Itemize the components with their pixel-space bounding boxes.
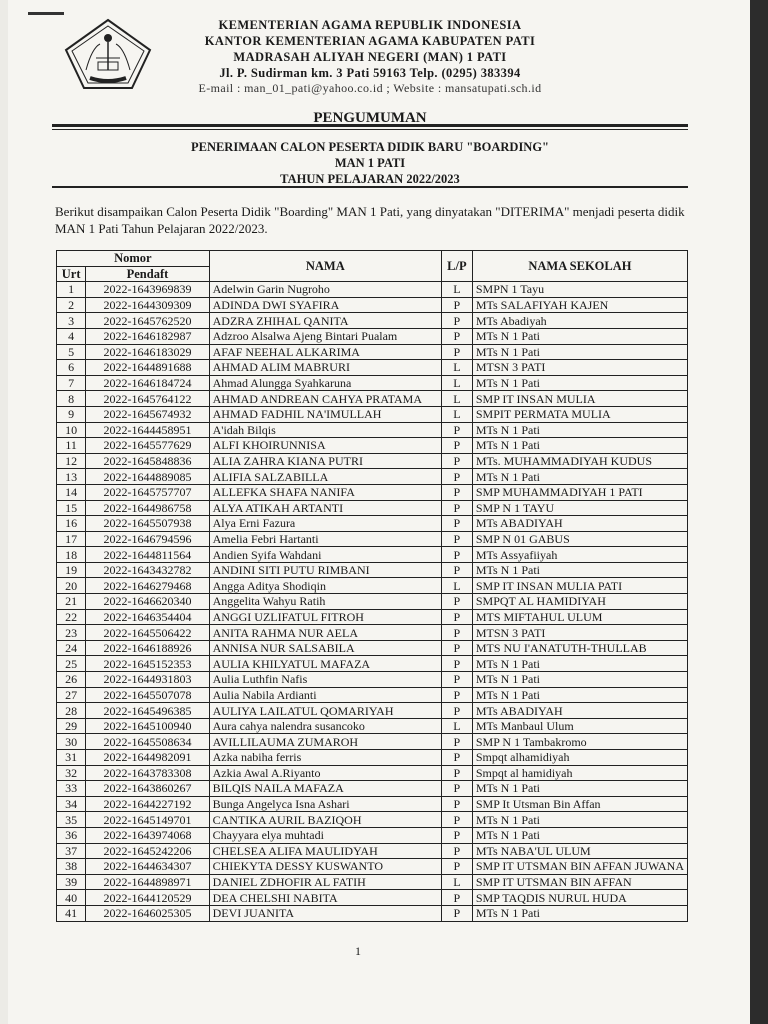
registration-number: 2022-1646620340 <box>86 594 209 610</box>
registration-number: 2022-1645242206 <box>86 843 209 859</box>
student-name: AFAF NEEHAL ALKARIMA <box>209 344 441 360</box>
origin-school: MTS MIFTAHUL ULUM <box>472 609 687 625</box>
gender: P <box>441 734 472 750</box>
registration-number: 2022-1645149701 <box>86 812 209 828</box>
gender: P <box>441 781 472 797</box>
origin-school: MTs N 1 Pati <box>472 687 687 703</box>
registration-number: 2022-1644986758 <box>86 500 209 516</box>
student-name: Amelia Febri Hartanti <box>209 531 441 547</box>
registration-number: 2022-1644931803 <box>86 672 209 688</box>
gender: P <box>441 672 472 688</box>
registration-number: 2022-1644309309 <box>86 297 209 313</box>
registration-number: 2022-1645764122 <box>86 391 209 407</box>
accepted-students-table <box>56 250 688 922</box>
pen-mark <box>28 12 64 15</box>
origin-school: MTs N 1 Pati <box>472 422 687 438</box>
announcement-line-2: MAN 1 PATI <box>334 156 406 170</box>
gender: P <box>441 843 472 859</box>
table-row <box>57 750 688 766</box>
row-number: 22 <box>57 609 86 625</box>
table-row <box>57 640 688 656</box>
gender: L <box>441 282 472 298</box>
origin-school: MTs N 1 Pati <box>472 656 687 672</box>
origin-school: Smpqt alhamidiyah <box>472 750 687 766</box>
table-row <box>57 422 688 438</box>
origin-school: SMP TAQDIS NURUL HUDA <box>472 890 687 906</box>
registration-number: 2022-1645577629 <box>86 438 209 454</box>
school-address: Jl. P. Sudirman km. 3 Pati 59163 Telp. (0295) 383394 <box>219 66 521 80</box>
gender: P <box>441 765 472 781</box>
table-row <box>57 531 688 547</box>
origin-school: MTs N 1 Pati <box>472 328 687 344</box>
registration-number: 2022-1646279468 <box>86 578 209 594</box>
table-row <box>57 297 688 313</box>
student-name: ANITA RAHMA NUR AELA <box>209 625 441 641</box>
gender: P <box>441 640 472 656</box>
row-number: 29 <box>57 718 86 734</box>
col-header-lp: L/P <box>441 251 472 282</box>
table-row <box>57 328 688 344</box>
row-number: 36 <box>57 827 86 843</box>
row-number: 31 <box>57 750 86 766</box>
student-name: Azka nabiha ferris <box>209 750 441 766</box>
student-name: Azkia Awal A.Riyanto <box>209 765 441 781</box>
origin-school: SMP IT UTSMAN BIN AFFAN JUWANA <box>472 859 687 875</box>
ministry-logo <box>62 18 154 90</box>
row-number: 34 <box>57 796 86 812</box>
ministry-name: KEMENTERIAN AGAMA REPUBLIK INDONESIA <box>218 18 522 32</box>
gender: P <box>441 687 472 703</box>
table-row <box>57 625 688 641</box>
row-number: 33 <box>57 781 86 797</box>
registration-number: 2022-1645152353 <box>86 656 209 672</box>
student-name: Bunga Angelyca Isna Ashari <box>209 796 441 812</box>
student-name: Angga Aditya Shodiqin <box>209 578 441 594</box>
gender: P <box>441 609 472 625</box>
registration-number: 2022-1643783308 <box>86 765 209 781</box>
student-name: DEA CHELSHI NABITA <box>209 890 441 906</box>
gender: P <box>441 344 472 360</box>
origin-school: SMP N 1 Tambakromo <box>472 734 687 750</box>
gender: P <box>441 328 472 344</box>
registration-number: 2022-1646794596 <box>86 531 209 547</box>
student-name: AULIA KHILYATUL MAFAZA <box>209 656 441 672</box>
table-row <box>57 438 688 454</box>
table-row <box>57 672 688 688</box>
registration-number: 2022-1645100940 <box>86 718 209 734</box>
school-name: MADRASAH ALIYAH NEGERI (MAN) 1 PATI <box>233 50 507 64</box>
registration-number: 2022-1645507938 <box>86 516 209 532</box>
row-number: 30 <box>57 734 86 750</box>
gender: P <box>441 453 472 469</box>
divider-thin <box>52 129 688 130</box>
origin-school: MTS NU I'ANATUTH-THULLAB <box>472 640 687 656</box>
table-row <box>57 812 688 828</box>
registration-number: 2022-1646025305 <box>86 905 209 921</box>
student-name: ALIA ZAHRA KIANA PUTRI <box>209 453 441 469</box>
registration-number: 2022-1643432782 <box>86 562 209 578</box>
student-name: ANGGI UZLIFATUL FITROH <box>209 609 441 625</box>
table-row <box>57 500 688 516</box>
origin-school: SMPQT AL HAMIDIYAH <box>472 594 687 610</box>
gender: P <box>441 827 472 843</box>
row-number: 28 <box>57 703 86 719</box>
origin-school: SMPN 1 Tayu <box>472 282 687 298</box>
table-row <box>57 781 688 797</box>
table-row <box>57 890 688 906</box>
origin-school: SMP IT INSAN MULIA PATI <box>472 578 687 594</box>
row-number: 37 <box>57 843 86 859</box>
col-header-pendaft: Pendaft <box>86 266 209 282</box>
gender: P <box>441 422 472 438</box>
row-number: 18 <box>57 547 86 563</box>
row-number: 41 <box>57 905 86 921</box>
registration-number: 2022-1644811564 <box>86 547 209 563</box>
row-number: 20 <box>57 578 86 594</box>
table-row <box>57 827 688 843</box>
table-row <box>57 718 688 734</box>
registration-number: 2022-1644891688 <box>86 360 209 376</box>
row-number: 8 <box>57 391 86 407</box>
page-number: 1 <box>355 944 361 958</box>
table-row <box>57 594 688 610</box>
registration-number: 2022-1644898971 <box>86 874 209 890</box>
gender: P <box>441 859 472 875</box>
row-number: 9 <box>57 406 86 422</box>
origin-school: MTs N 1 Pati <box>472 438 687 454</box>
announcement-line-1: PENERIMAAN CALON PESERTA DIDIK BARU "BOARDING" <box>190 140 550 154</box>
registration-number: 2022-1646182987 <box>86 328 209 344</box>
gender: L <box>441 375 472 391</box>
row-number: 35 <box>57 812 86 828</box>
origin-school: MTs. MUHAMMADIYAH KUDUS <box>472 453 687 469</box>
table-row <box>57 687 688 703</box>
gender: P <box>441 438 472 454</box>
gender: P <box>441 890 472 906</box>
student-name: Alya Erni Fazura <box>209 516 441 532</box>
origin-school: SMP IT UTSMAN BIN AFFAN <box>472 874 687 890</box>
letterhead <box>160 17 580 96</box>
origin-school: MTs N 1 Pati <box>472 812 687 828</box>
table-row <box>57 360 688 376</box>
row-number: 15 <box>57 500 86 516</box>
gender: P <box>441 484 472 500</box>
student-name: ALFI KHOIRUNNISA <box>209 438 441 454</box>
table-row <box>57 406 688 422</box>
col-header-nama: NAMA <box>209 251 441 282</box>
gender: L <box>441 360 472 376</box>
row-number: 7 <box>57 375 86 391</box>
row-number: 21 <box>57 594 86 610</box>
origin-school: MTs N 1 Pati <box>472 375 687 391</box>
registration-number: 2022-1645507078 <box>86 687 209 703</box>
origin-school: SMP N 1 TAYU <box>472 500 687 516</box>
registration-number: 2022-1646354404 <box>86 609 209 625</box>
origin-school: MTs SALAFIYAH KAJEN <box>472 297 687 313</box>
registration-number: 2022-1646183029 <box>86 344 209 360</box>
registration-number: 2022-1644458951 <box>86 422 209 438</box>
registration-number: 2022-1646188926 <box>86 640 209 656</box>
student-name: AHMAD FADHIL NA'IMULLAH <box>209 406 441 422</box>
row-number: 4 <box>57 328 86 344</box>
table-row <box>57 469 688 485</box>
student-name: Aulia Nabila Ardianti <box>209 687 441 703</box>
student-name: Andien Syifa Wahdani <box>209 547 441 563</box>
row-number: 12 <box>57 453 86 469</box>
gender: P <box>441 547 472 563</box>
table-row <box>57 905 688 921</box>
gender: L <box>441 578 472 594</box>
origin-school: SMPIT PERMATA MULIA <box>472 406 687 422</box>
table-row <box>57 796 688 812</box>
registration-number: 2022-1644634307 <box>86 859 209 875</box>
row-number: 11 <box>57 438 86 454</box>
row-number: 39 <box>57 874 86 890</box>
registration-number: 2022-1645762520 <box>86 313 209 329</box>
origin-school: SMP MUHAMMADIYAH 1 PATI <box>472 484 687 500</box>
origin-school: SMP N 01 GABUS <box>472 531 687 547</box>
student-name: Chayyara elya muhtadi <box>209 827 441 843</box>
table-row <box>57 874 688 890</box>
row-number: 13 <box>57 469 86 485</box>
office-name: KANTOR KEMENTERIAN AGAMA KABUPATEN PATI <box>204 34 536 48</box>
registration-number: 2022-1645674932 <box>86 406 209 422</box>
origin-school: MTs NABA'UL ULUM <box>472 843 687 859</box>
row-number: 10 <box>57 422 86 438</box>
origin-school: MTs ABADIYAH <box>472 516 687 532</box>
gender: P <box>441 656 472 672</box>
gender: P <box>441 531 472 547</box>
row-number: 17 <box>57 531 86 547</box>
student-name: ADZRA ZHIHAL QANITA <box>209 313 441 329</box>
table-row <box>57 547 688 563</box>
origin-school: Smpqt al hamidiyah <box>472 765 687 781</box>
table-row <box>57 453 688 469</box>
row-number: 23 <box>57 625 86 641</box>
row-number: 24 <box>57 640 86 656</box>
registration-number: 2022-1645757707 <box>86 484 209 500</box>
student-name: Adzroo Alsalwa Ajeng Bintari Pualam <box>209 328 441 344</box>
origin-school: MTs N 1 Pati <box>472 469 687 485</box>
origin-school: MTs N 1 Pati <box>472 781 687 797</box>
student-name: ANDINI SITI PUTU RIMBANI <box>209 562 441 578</box>
registration-number: 2022-1644982091 <box>86 750 209 766</box>
table-row <box>57 656 688 672</box>
origin-school: MTs Manbaul Ulum <box>472 718 687 734</box>
student-name: ANNISA NUR SALSABILA <box>209 640 441 656</box>
announcement-heading: PENGUMUMAN <box>313 110 427 126</box>
gender: P <box>441 703 472 719</box>
col-header-sekolah: NAMA SEKOLAH <box>472 251 687 282</box>
school-contact: E-mail : man_01_pati@yahoo.co.id ; Website : mansatupati.sch.id <box>198 81 542 95</box>
origin-school: MTs ABADIYAH <box>472 703 687 719</box>
row-number: 5 <box>57 344 86 360</box>
student-name: BILQIS NAILA MAFAZA <box>209 781 441 797</box>
announcement-line-3: TAHUN PELAJARAN 2022/2023 <box>280 172 460 186</box>
student-name: AHMAD ALIM MABRURI <box>209 360 441 376</box>
row-number: 14 <box>57 484 86 500</box>
student-name: Aura cahya nalendra susancoko <box>209 718 441 734</box>
registration-number: 2022-1643969839 <box>86 282 209 298</box>
student-name: ALIFIA SALZABILLA <box>209 469 441 485</box>
row-number: 38 <box>57 859 86 875</box>
table-row <box>57 578 688 594</box>
gender: P <box>441 812 472 828</box>
gender: P <box>441 750 472 766</box>
table-row <box>57 843 688 859</box>
table-row <box>57 344 688 360</box>
table-row <box>57 562 688 578</box>
student-name: AVILLILAUMA ZUMAROH <box>209 734 441 750</box>
gender: P <box>441 500 472 516</box>
origin-school: MTSN 3 PATI <box>472 625 687 641</box>
table-row <box>57 484 688 500</box>
origin-school: MTs N 1 Pati <box>472 827 687 843</box>
origin-school: MTs N 1 Pati <box>472 905 687 921</box>
gender: L <box>441 718 472 734</box>
table-row <box>57 765 688 781</box>
origin-school: MTs N 1 Pati <box>472 562 687 578</box>
col-header-nomor: Nomor <box>57 251 210 267</box>
row-number: 19 <box>57 562 86 578</box>
gender: P <box>441 796 472 812</box>
table-row <box>57 609 688 625</box>
student-name: AULIYA LAILATUL QOMARIYAH <box>209 703 441 719</box>
gender: P <box>441 594 472 610</box>
registration-number: 2022-1645496385 <box>86 703 209 719</box>
student-name: DANIEL ZDHOFIR AL FATIH <box>209 874 441 890</box>
table-row <box>57 391 688 407</box>
registration-number: 2022-1645506422 <box>86 625 209 641</box>
gender: P <box>441 625 472 641</box>
row-number: 32 <box>57 765 86 781</box>
origin-school: MTs N 1 Pati <box>472 672 687 688</box>
row-number: 3 <box>57 313 86 329</box>
row-number: 6 <box>57 360 86 376</box>
table-row <box>57 703 688 719</box>
row-number: 1 <box>57 282 86 298</box>
page-edge-shadow <box>750 0 768 1024</box>
student-name: A'idah Bilqis <box>209 422 441 438</box>
col-header-urt: Urt <box>57 266 86 282</box>
gender: P <box>441 469 472 485</box>
registration-number: 2022-1643974068 <box>86 827 209 843</box>
student-name: Ahmad Alungga Syahkaruna <box>209 375 441 391</box>
origin-school: MTSN 3 PATI <box>472 360 687 376</box>
table-row <box>57 282 688 298</box>
student-name: Adelwin Garin Nugroho <box>209 282 441 298</box>
student-name: CHIEKYTA DESSY KUSWANTO <box>209 859 441 875</box>
gender: P <box>441 905 472 921</box>
gender: P <box>441 313 472 329</box>
gender: L <box>441 874 472 890</box>
student-name: ADINDA DWI SYAFIRA <box>209 297 441 313</box>
origin-school: MTs N 1 Pati <box>472 344 687 360</box>
gender: P <box>441 516 472 532</box>
table-row <box>57 859 688 875</box>
divider-thick <box>52 124 688 127</box>
student-name: CANTIKA AURIL BAZIQOH <box>209 812 441 828</box>
student-name: AHMAD ANDREAN CAHYA PRATAMA <box>209 391 441 407</box>
gender: P <box>441 562 472 578</box>
row-number: 26 <box>57 672 86 688</box>
table-row <box>57 313 688 329</box>
registration-number: 2022-1645508634 <box>86 734 209 750</box>
divider-title <box>52 186 688 188</box>
gender: L <box>441 406 472 422</box>
origin-school: MTs Assyafiiyah <box>472 547 687 563</box>
registration-number: 2022-1644120529 <box>86 890 209 906</box>
student-name: Aulia Luthfin Nafis <box>209 672 441 688</box>
table-row <box>57 734 688 750</box>
registration-number: 2022-1644227192 <box>86 796 209 812</box>
registration-number: 2022-1645848836 <box>86 453 209 469</box>
student-name: ALLEFKA SHAFA NANIFA <box>209 484 441 500</box>
intro-paragraph: Berikut disampaikan Calon Peserta Didik "Boarding" MAN 1 Pati, yang dinyatakan "DITERIMA" menjadi peserta didik MAN 1 Pati Tahun Pelajaran 2022/2023. <box>55 204 685 236</box>
student-name: ALYA ATIKAH ARTANTI <box>209 500 441 516</box>
registration-number: 2022-1643860267 <box>86 781 209 797</box>
origin-school: SMP IT INSAN MULIA <box>472 391 687 407</box>
gender: L <box>441 391 472 407</box>
student-name: CHELSEA ALIFA MAULIDYAH <box>209 843 441 859</box>
table-row <box>57 375 688 391</box>
row-number: 40 <box>57 890 86 906</box>
row-number: 2 <box>57 297 86 313</box>
gender: P <box>441 297 472 313</box>
origin-school: MTs Abadiyah <box>472 313 687 329</box>
row-number: 16 <box>57 516 86 532</box>
student-name: Anggelita Wahyu Ratih <box>209 594 441 610</box>
row-number: 25 <box>57 656 86 672</box>
registration-number: 2022-1646184724 <box>86 375 209 391</box>
registration-number: 2022-1644889085 <box>86 469 209 485</box>
origin-school: SMP It Utsman Bin Affan <box>472 796 687 812</box>
student-name: DEVI JUANITA <box>209 905 441 921</box>
table-row <box>57 516 688 532</box>
row-number: 27 <box>57 687 86 703</box>
